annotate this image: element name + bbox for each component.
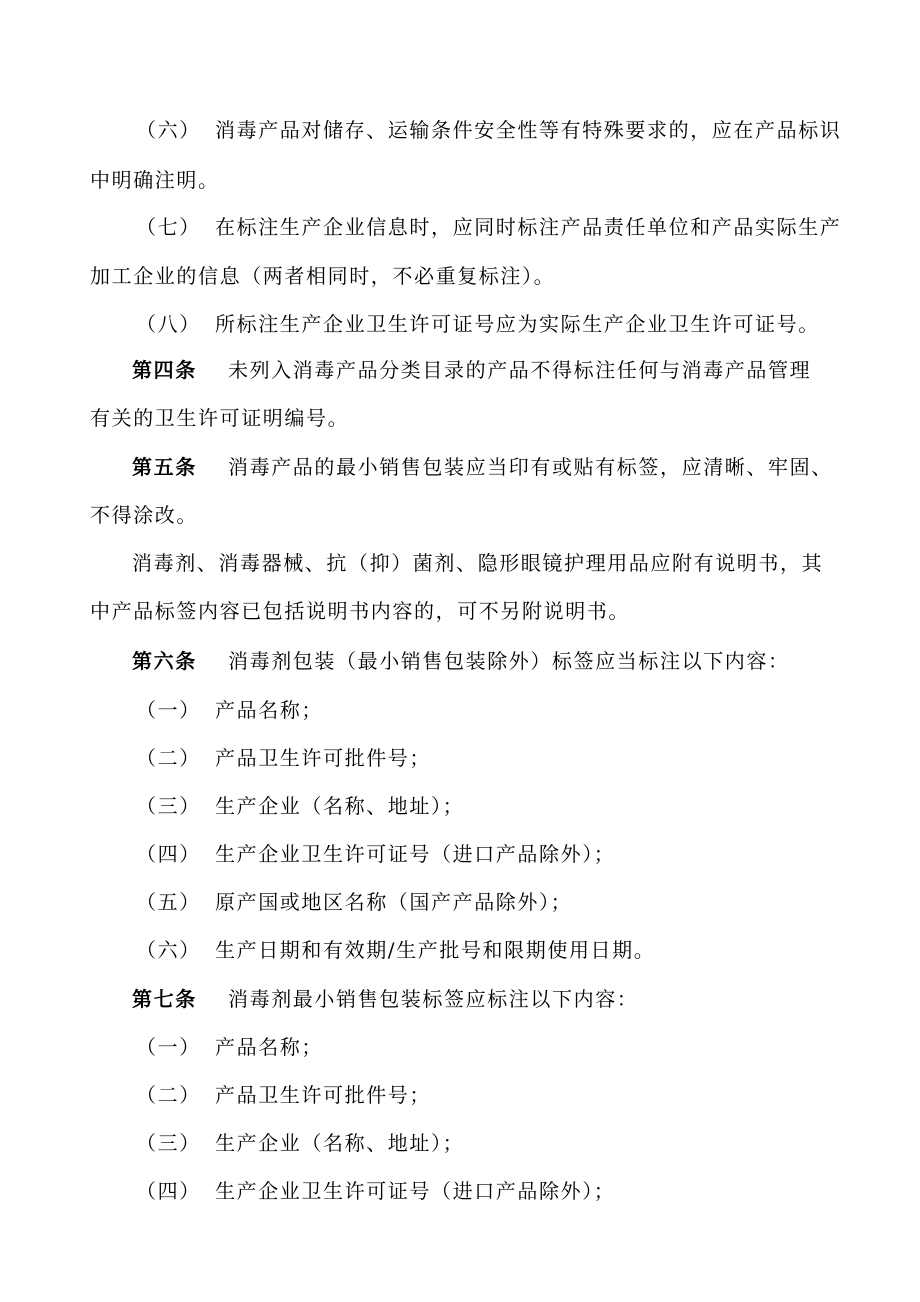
- item-marker: （一）: [136, 698, 201, 722]
- item-text: 生产企业卫生许可证号（进口产品除外）；: [215, 1179, 616, 1203]
- article-text: 未列入消毒产品分类目录的产品不得标注任何与消毒产品管理: [228, 358, 812, 382]
- item-marker: （二）: [136, 1083, 201, 1107]
- item-marker: （六）: [136, 938, 201, 962]
- article-label: 第五条: [132, 455, 197, 479]
- item-text: 产品名称；: [215, 1035, 323, 1059]
- item-marker: （八）: [136, 312, 201, 336]
- item-text: 在标注生产企业信息时，应同时标注产品责任单位和产品实际生产: [215, 215, 842, 239]
- continuation-text: 中产品标签内容已包括说明书内容的，可不另附说明书。: [90, 599, 630, 623]
- item-marker: （三）: [136, 1131, 201, 1155]
- article-label: 第六条: [132, 649, 197, 673]
- item-text: 产品名称；: [215, 698, 323, 722]
- article-text: 消毒剂包装（最小销售包装除外）标签应当标注以下内容：: [228, 649, 790, 673]
- continuation-text: 加工企业的信息（两者相同时，不必重复标注）。: [90, 264, 556, 288]
- article-label: 第七条: [132, 987, 197, 1011]
- item-marker: （六）: [136, 118, 201, 142]
- item-marker: （三）: [136, 794, 201, 818]
- item-text: 生产企业卫生许可证号（进口产品除外）；: [215, 842, 616, 866]
- continuation-text: 中明确注明。: [90, 168, 220, 192]
- item-marker: （七）: [136, 215, 201, 239]
- article-text: 消毒剂最小销售包装标签应标注以下内容：: [228, 987, 639, 1011]
- item-marker: （一）: [136, 1035, 201, 1059]
- item-marker: （二）: [136, 746, 201, 770]
- item-text: 消毒产品对储存、运输条件安全性等有特殊要求的，应在产品标识: [215, 118, 842, 142]
- item-marker: （四）: [136, 1179, 201, 1203]
- article-text: 消毒产品的最小销售包装应当印有或贴有标签，应清晰、牢固、: [228, 455, 833, 479]
- item-text: 生产日期和有效期/生产批号和限期使用日期。: [215, 938, 656, 962]
- item-text: 所标注生产企业卫生许可证号应为实际生产企业卫生许可证号。: [215, 312, 820, 336]
- item-text: 生产企业（名称、地址）；: [215, 794, 465, 818]
- item-marker: （四）: [136, 842, 201, 866]
- item-text: 原产国或地区名称（国产产品除外）；: [215, 890, 573, 914]
- item-text: 产品卫生许可批件号；: [215, 1083, 431, 1107]
- item-text: 生产企业（名称、地址）；: [215, 1131, 465, 1155]
- item-text: 产品卫生许可批件号；: [215, 746, 431, 770]
- item-marker: （五）: [136, 890, 201, 914]
- article-label: 第四条: [132, 358, 197, 382]
- continuation-text: 不得涂改。: [90, 503, 198, 527]
- paragraph-text: 消毒剂、消毒器械、抗（抑）菌剂、隐形眼镜护理用品应附有说明书，其: [132, 551, 824, 575]
- continuation-text: 有关的卫生许可证明编号。: [90, 406, 350, 430]
